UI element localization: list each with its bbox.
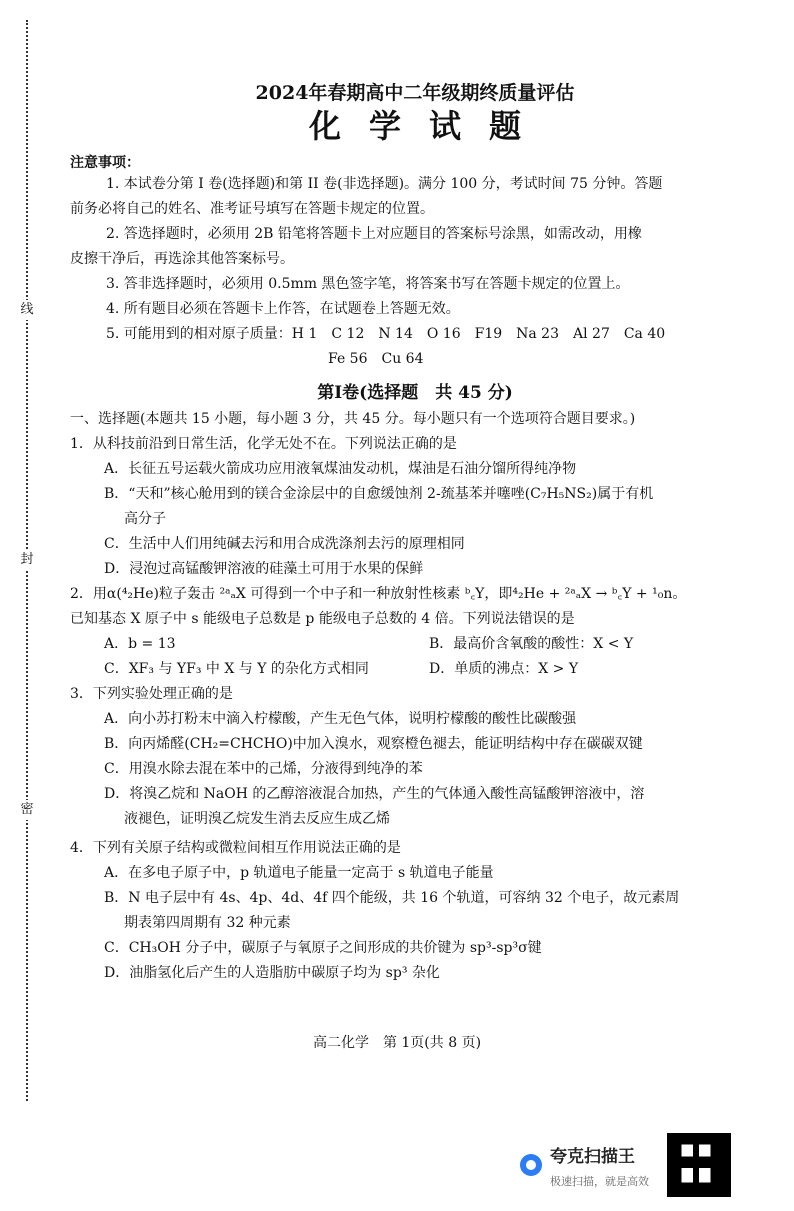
question-4-option-c: C．CH₃OH 分子中，碳原子与氧原子之间形成的共价键为 sp³-sp³σ键 (104, 940, 542, 956)
notice-item-3: 3. 答非选择题时，必须用 0.5mm 黑色签字笔，将答案书写在答题卡规定的位置上。 (106, 276, 630, 292)
binding-char-mi: 密 (18, 800, 36, 820)
notice-item-4: 4. 所有题目必须在答题卡上作答，在试题卷上答题无效。 (106, 301, 460, 317)
question-4-option-b-cont: 期表第四周期有 32 种元素 (124, 915, 291, 931)
question-4-option-d: D．油脂氢化后产生的人造脂肪中碳原子均为 sp³ 杂化 (104, 965, 440, 981)
question-2-stem: 2．用α(⁴₂He)粒子轰击 ²ᵃₐX 可得到一个中子和一种放射性核素 ᵇ꜀Y，即⁴₂He + ²ᵃₐX → ᵇ꜀Y + ¹₀n。 (70, 586, 687, 602)
scanner-text (550, 1142, 649, 1189)
question-2-options-row-2 (70, 657, 760, 682)
question-3-option-d: D．将溴乙烷和 NaOH 的乙醇溶液混合加热，产生的气体通入酸性高锰酸钾溶液中，溶 (104, 786, 645, 802)
question-3-stem: 3．下列实验处理正确的是 (70, 686, 233, 702)
page-footer: 高二化学 第 1页(共 8 页) (312, 1035, 482, 1051)
section-instruction: 一、选择题(本题共 15 小题，每小题 3 分，共 45 分。每小题只有一个选项符合题目要求。) (70, 411, 636, 427)
exam-page (70, 78, 760, 986)
question-1-option-a: A．长征五号运载火箭成功应用液氧煤油发动机，煤油是石油分馏所得纯净物 (104, 461, 577, 477)
notice-item-5: 5. 可能用到的相对原子质量：H 1 C 12 N 14 O 16 F19 Na 23 Al 27 Ca 40 (106, 326, 666, 342)
quark-logo-icon (520, 1154, 542, 1176)
question-2-option-b: B．最高价含氧酸的酸性：X < Y (429, 636, 634, 652)
question-3-option-c: C．用溴水除去混在苯中的己烯，分液得到纯净的苯 (104, 761, 423, 777)
question-3-option-b: B．向丙烯醛(CH₂=CHCHO)中加入溴水，观察橙色褪去，能证明结构中存在碳碳双键 (104, 736, 643, 752)
qr-code-icon (667, 1133, 731, 1197)
question-1-option-b: B．“天和”核心舱用到的镁合金涂层中的自愈缓蚀剂 2-巯基苯并噻唑(C₇H₅NS₂)属于有机 (104, 486, 654, 502)
question-4-option-a: A．在多电子原子中，p 轨道电子能量一定高于 s 轨道电子能量 (104, 865, 494, 881)
question-2-options-row-1 (70, 632, 760, 657)
exam-subject: 化学试题 (308, 107, 549, 145)
question-4-stem: 4．下列有关原子结构或微粒间相互作用说法正确的是 (70, 840, 401, 856)
exam-title: 2024年春期高中二年级期终质量评估 (255, 82, 575, 104)
question-3-option-a: A．向小苏打粉末中滴入柠檬酸，产生无色气体，说明柠檬酸的酸性比碳酸强 (104, 711, 577, 727)
notice-heading: 注意事项： (70, 155, 140, 171)
question-2-option-d: D．单质的沸点：X > Y (429, 661, 579, 677)
scanner-brand: 夸克扫描王 (550, 1146, 635, 1167)
notice-item-1-cont: 前务必将自己的姓名、准考证号填写在答题卡规定的位置。 (70, 201, 434, 217)
question-2-option-a: A．b = 13 (104, 636, 176, 652)
notice-item-2: 2. 答选择题时，必须用 2B 铅笔将答题卡上对应题目的答案标号涂黑，如需改动，用橡 (106, 226, 642, 242)
scanner-slogan: 极速扫描，就是高效 (550, 1174, 649, 1188)
question-1-stem: 1．从科技前沿到日常生活，化学无处不在。下列说法正确的是 (70, 436, 457, 452)
question-1-option-b-cont: 高分子 (124, 511, 166, 527)
question-2-option-c: C．XF₃ 与 YF₃ 中 X 与 Y 的杂化方式相同 (104, 661, 369, 677)
binding-char-xian: 线 (18, 300, 36, 320)
question-2-stem-cont: 已知基态 X 原子中 s 能级电子总数是 p 能级电子总数的 4 倍。下列说法错误的是 (70, 611, 575, 627)
question-3-option-d-cont: 液褪色，证明溴乙烷发生消去反应生成乙烯 (124, 811, 390, 827)
notice-item-2-cont: 皮擦干净后，再选涂其他答案标号。 (70, 251, 294, 267)
section-title: 第I卷(选择题 共 45 分) (317, 383, 513, 403)
notice-item-1: 1. 本试卷分第 I 卷(选择题)和第 II 卷(非选择题)。满分 100 分，考试时间 75 分钟。答题 (106, 176, 663, 192)
question-1-option-c: C．生活中人们用纯碱去污和用合成洗涤剂去污的原理相同 (104, 536, 465, 552)
question-1-option-d: D．浸泡过高锰酸钾溶液的硅藻土可用于水果的保鲜 (104, 561, 424, 577)
question-4-option-b: B．N 电子层中有 4s、4p、4d、4f 四个能级，共 16 个轨道，可容纳 32 个电子，故元素周 (104, 890, 680, 906)
binding-char-feng: 封 (18, 550, 36, 570)
notice-item-5-cont: Fe 56 Cu 64 (328, 351, 424, 367)
scanner-watermark (520, 1130, 770, 1200)
